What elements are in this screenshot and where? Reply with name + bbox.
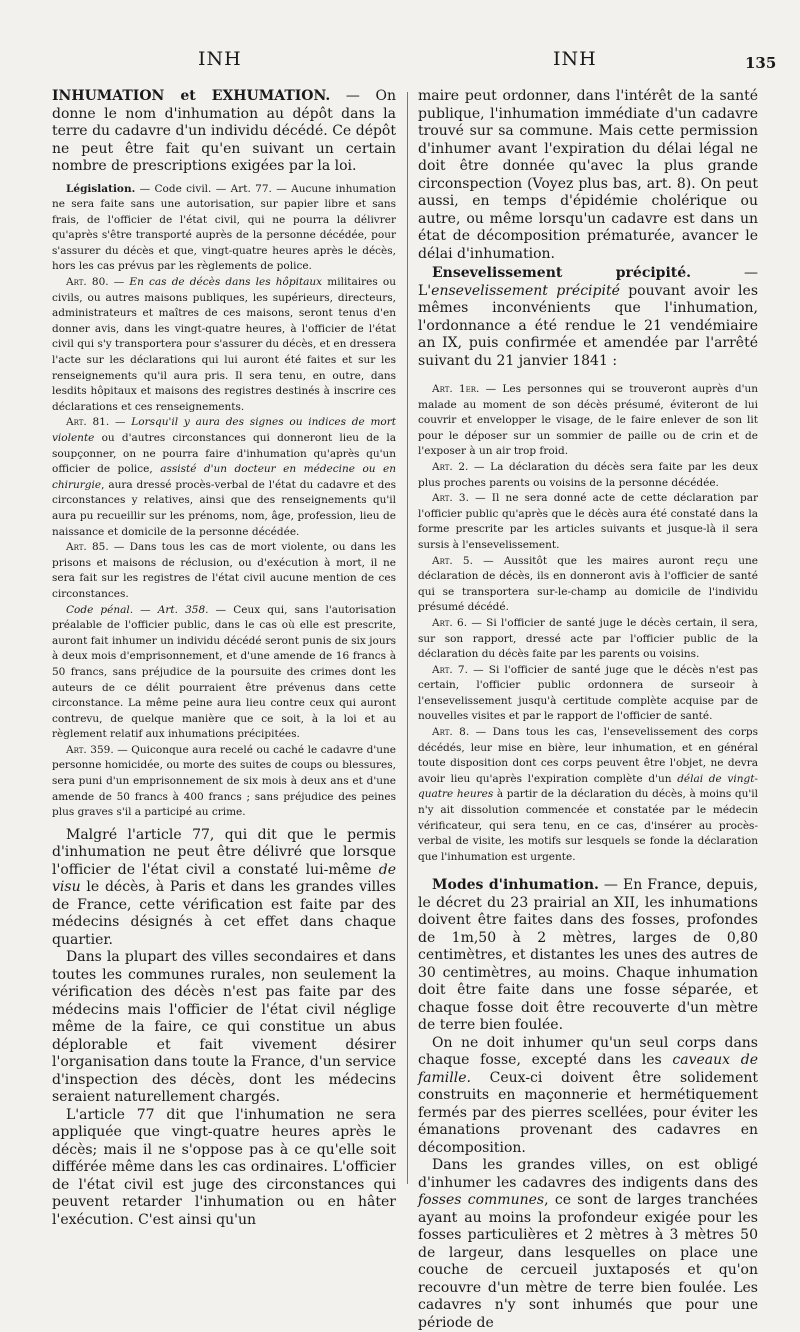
art-359-label: Art. 359. <box>66 743 114 756</box>
body-paragraph-1 <box>52 827 396 950</box>
entry-title: INHUMATION et EXHUMATION. <box>52 88 331 104</box>
body-paragraph-2: Dans la plupart des villes secondaires et dans toutes les communes rurales, non seulement la vérification des décès n'est pas faite par des médecins mais l'officier de l'état civil néglige même de la faire, ce qui constitue un abus déplorable et fait vivement désirer l'organisation dans toute la France, d'un service d'inspection des décès, dont les médecins seraient naturellement chargés. <box>52 949 396 1106</box>
art-5-label: Art. 5. <box>432 554 473 567</box>
art-1-paragraph <box>418 382 758 460</box>
art-3-label: Art. 3. <box>432 492 469 505</box>
art-2-text: — La déclaration du décès sera faite par les deux plus proches parents ou voisins de la personne décédée. <box>418 460 759 489</box>
art-85-paragraph <box>52 540 396 602</box>
body-paragraph-1-b: le décès, à Paris et dans les grandes villes de France, cette vérification est faite par des médecins désignés à cet effet dans chaque quartier. <box>52 879 396 948</box>
art-6-paragraph <box>418 616 758 663</box>
art-81-italic: — Lorsqu'il y aura des signes ou indices de mort violente <box>52 416 396 444</box>
art-80-italic: — En cas de décès dans les hôpitaux <box>108 276 323 289</box>
ensevelissement-title: Ensevelissement précipité. <box>432 265 692 281</box>
art-5-paragraph <box>418 554 758 616</box>
art-359-paragraph <box>52 743 396 821</box>
art-8-paragraph <box>418 725 758 865</box>
running-head-left: INH <box>198 48 242 70</box>
art-8-b: à partir de la déclaration du décès, à moins qu'il n'y ait dissolution commencée et constatée par le médecin vérificateur, qui sera tenu, en ce cas, d'insérer au procès-verbal de visite, les motifs sur lesquels se fonde la déclaration que l'inhumation est urgente. <box>418 788 758 863</box>
art-2-paragraph <box>418 460 758 491</box>
modes-title: Modes d'inhumation. <box>432 877 599 894</box>
legislation-label: Législation. <box>66 182 136 195</box>
art-5-text: — Aussitôt que les maires auront reçu une déclaration de décès, ils en donneront avis à l'officier de santé qui se transportera sur-le-champ au domicile de l'individu présumé décédé. <box>418 554 759 614</box>
intro-text: — On donne le nom d'inhumation au dépôt dans la terre du cadavre d'un individu décédé. Ce dépôt ne peut être fait qu'en suivant un certain nombre de prescriptions exigées par la loi. <box>52 88 396 174</box>
modes-text: — En France, depuis, le décret du 23 prairial an XII, les inhumations doivent être faites dans des fosses, profondes de 1m,50 à 2 mètres, larges de 0,80 centimètres, et distantes les unes des autres de 30 centimètres, au moins. Chaque inhumation doit être faite dans une fosse séparée, et chaque fosse doit être recouverte d'un mètre de terre bien foulée. <box>418 877 758 1034</box>
art-80-text: militaires ou civils, ou autres maisons publiques, les supérieurs, directeurs, administrateurs et maîtres de ces maisons, seront tenus d'en donner avis, dans les vingt-quatre heures, à l'officier de l'état civil qui s'y transportera pour s'assurer du décès, et en dressera l'acte sur les déclarations qui lui auront été faites et sur les renseignements qu'il aura pris. Il sera tenu, en outre, dans lesdits hôpitaux et maisons des registres destinés à inscrire ces déclarations et ces renseignements. <box>52 276 397 413</box>
grandes-villes-paragraph <box>418 1157 758 1332</box>
ensevelissement-a: — L' <box>418 265 759 299</box>
art-7-text: — Si l'officier de santé juge que le décès n'est pas certain, l'officier public ordonnera de surseoir à l'ensevelissement jusqu'à certitude complète acquise par de nouvelles visites et par le rapport de l'officier de santé. <box>418 663 759 723</box>
legislation-text: — Code civil. — Art. 77. — Aucune inhumation ne sera faite sans une autorisation, sur papier libre et sans frais, de l'officier de l'état civil, qui ne pourra la délivrer qu'après s'être transporté auprès de la personne décédée, pour s'assurer du décès et que, vingt-quatre heures après le décès, hors les cas prévus par les règlements de police. <box>52 182 396 273</box>
continuation-paragraph: maire peut ordonner, dans l'intérêt de la santé publique, l'inhumation immédiate d'un cadavre trouvé sur sa commune. Mais cette permission d'inhumer avant l'expiration du délai légal ne doit être donnée qu'avec la plus grande circonspection (Voyez plus bas, art. 8). On peut aussi, en temps d'épidémie cholérique ou autre, ou même lorsqu'un cadavre est dans un état de décomposition prématurée, avancer le délai d'inhumation. <box>418 88 758 262</box>
ensevelissement-italic: ensevelissement précipité <box>431 282 620 299</box>
body-paragraph-3: L'article 77 dit que l'inhumation ne sera appliquée que vingt-quatre heures après le décès; mais il ne s'oppose pas à ce qu'elle soit différée même dans les cas ordinaires. L'officier de l'état civil est juge des circonstances qui peuvent retarder l'inhumation ou en hâter l'exécution. C'est ainsi qu'un <box>52 1106 396 1228</box>
grandes-villes-b: , ce sont de larges tranchées ayant au moins la profondeur exigée pour les fosses particulières et 2 mètres à 3 mètres 50 de largeur, dans lesquelles on place une couche de cercueil juxtaposés et qu'on recouvre d'un mètre de terre bien foulée. Les cadavres n'y sont inhumés que pour une période de <box>418 1192 758 1331</box>
column-divider <box>407 92 408 1184</box>
art-2-label: Art. 2. <box>432 460 469 473</box>
page-number: 135 <box>745 54 777 72</box>
art-8-a: — Dans tous les cas, l'ensevelissement des corps décédés, leur mise en bière, leur inhumation, et en général toute disposition dont ces corps peuvent être l'objet, ne devra avoir lieu qu'après l'expiration complète d'un <box>418 726 758 785</box>
seul-corps-paragraph <box>418 1035 758 1158</box>
art-81-text-2: , aura dressé procès-verbal de l'état du cadavre et des circonstances y relatives, ainsi que des renseignements qu'il aura pu recueillir sur les prénoms, nom, âge, profession, lieu de naissance et domicile de la personne décédée. <box>52 478 396 538</box>
modes-paragraph <box>418 877 758 1035</box>
grandes-villes-a: Dans les grandes villes, on est obligé d'inhumer les cadavres des indigents dans des <box>418 1157 758 1191</box>
grandes-villes-italic: fosses communes <box>418 1192 545 1209</box>
intro-paragraph <box>52 88 396 176</box>
art-8-label: Art. 8. <box>432 726 470 739</box>
ensevelissement-paragraph <box>418 265 758 370</box>
art-85-label: Art. 85. <box>66 541 109 554</box>
right-column <box>418 88 758 1332</box>
art-358-text: — Ceux qui, sans l'autorisation préalable de l'officier public, dans le cas où elle est prescrite, auront fait inhumer un individu décédé seront punis de six jours à deux mois d'emprisonnement, et d'une amende de 16 francs à 50 francs, sans préjudice de la poursuite des crimes dont les auteurs de ce délit pourraient être prévenus dans cette circonstance. La même peine aura lieu contre ceux qui auront contrevu, de quelque manière que ce soit, à la loi et au règlement relatif aux inhumations précipitées. <box>52 603 396 741</box>
art-81-text-1: ou d'autres circonstances qui donneront lieu de la soupçonner, on ne pourra faire d'inhumation qu'après qu'un officier de police, <box>52 432 396 476</box>
art-81-italic-2: assisté d'un docteur en médecine ou en chirurgie <box>52 463 396 491</box>
art-81-label: Art. 81. <box>66 416 110 429</box>
running-head-right: INH <box>553 48 597 70</box>
art-6-text: — Si l'officier de santé juge le décès certain, il sera, sur son rapport, dressé acte par l'officier public de la déclaration du décès faite par les parents ou voisins. <box>418 616 758 661</box>
seul-corps-b: Ceux-ci doivent être solidement construits en maçonnerie et hermétiquement fermés par des pierres scellées, pour éviter les émanations provenant des cadavres en décomposition. <box>418 1069 758 1156</box>
art-3-paragraph <box>418 491 758 553</box>
art-85-text: — Dans tous les cas de mort violente, ou dans les prisons et maisons de réclusion, ou d'exécution à mort, il ne sera fait sur les registres de l'état civil aucune mention de ces circonstances. <box>52 541 396 600</box>
seul-corps-a: On ne doit inhumer qu'un seul corps dans chaque fosse, excepté dans les <box>418 1034 758 1069</box>
left-column <box>52 88 396 1229</box>
body-paragraph-1-italic: de visu <box>52 861 396 896</box>
art-1-label: Art. 1er. <box>432 383 480 395</box>
legislation-paragraph <box>52 182 396 276</box>
art-1-text: — Les personnes qui se trouveront auprès d'un malade au moment de son décès présumé, éviteront de lui couvrir et envelopper le visage, de le faire enlever de son lit pour le déposer sur un sommier de paille ou de crin et de l'exposer à un air trop froid. <box>418 383 758 458</box>
art-80-paragraph <box>52 275 396 415</box>
art-8-italic: délai de vingt-quatre heures <box>418 772 758 801</box>
ensevelissement-b: pouvant avoir les mêmes inconvénients que l'inhumation, l'ordonnance a été rendue le 21 vendémiaire an IX, puis confirmée et amendée par l'arrêté suivant du 21 janvier 1841 : <box>418 282 758 369</box>
art-358-label: Code pénal. — Art. 358. <box>66 603 209 616</box>
art-6-label: Art. 6. <box>432 616 468 629</box>
art-7-paragraph <box>418 663 758 725</box>
art-80-label: Art. 80. <box>66 276 109 289</box>
seul-corps-italic: caveaux de famille. <box>418 1052 758 1086</box>
art-7-label: Art. 7. <box>432 663 468 676</box>
art-81-paragraph <box>52 415 396 540</box>
art-359-text: — Quiconque aura recelé ou caché le cadavre d'une personne homicidée, ou morte des suites de coups ou blessures, sera puni d'un emprisonnement de six mois à deux ans et d'une amende de 50 francs à 400 francs ; sans préjudice des peines plus graves s'il a participé au crime. <box>52 743 396 819</box>
art-358-paragraph <box>52 603 396 743</box>
body-paragraph-1-a: Malgré l'article 77, qui dit que le permis d'inhumation ne peut être délivré que lorsque l'officier de l'état civil a constaté lui-même <box>52 826 396 878</box>
art-3-text: — Il ne sera donné acte de cette déclaration par l'officier public qu'après que le décès aura été constaté dans la forme prescrite par les articles suivants et jusque-là il sera sursis à l'ensevelissement. <box>418 492 759 551</box>
